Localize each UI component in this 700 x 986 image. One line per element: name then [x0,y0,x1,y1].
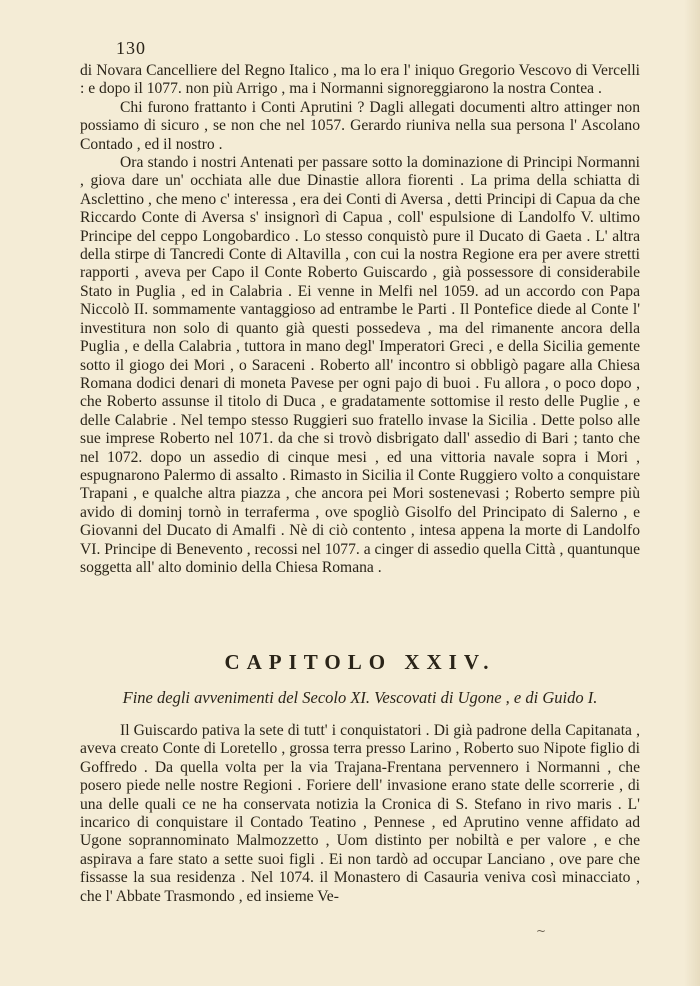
paragraph: Chi furono frattanto i Conti Aprutini ? Dagli allegati documenti altro attinger non possiamo di sicuro , se non che nel 1057. Gerardo riuniva nella sua persona l' Ascolano Contado , ed il nostro . [80,98,640,153]
chapter-heading: CAPITOLO XXIV. [224,650,496,674]
paragraph: Il Guiscardo pativa la sete di tutt' i conquistatori . Di già padrone della Capitanata , aveva creato Conte di Loretello , grossa terra presso Larino , Roberto suo Nipote figlio di Goffredo . Da quella volta per la via Trajana-Frentana pervennero i Normanni , che posero piede nelle nostre Regioni . Foriere dell' invasione erano state delle scorrerie , di una delle quali ce ne ha conservata notizia la Cronica di S. Stefano in rivo maris . L' incarico di conquistare il Contado Teatino , Pennese , ed Aprutino venne affidato ad Ugone soprannominato Malmozzetto , Uom distinto per nobiltà e per valore , e che aspirava a fare stato a sette suoi figli . Ei non tardò ad occupar Lanciano , ove pare che fissasse la sua residenza . Nel 1074. il Monastero di Casauria veniva così minacciato , che l' Abbate Trasmondo , ed insieme Ve- [80,722,640,905]
page-number: 130 [116,38,146,58]
paragraph: di Novara Cancelliere del Regno Italico , ma lo era l' iniquo Gregorio Vescovo di Vercelli : e dopo il 1077. non più Arrigo , ma i Normanni signoreggiarono la nostra Contea . [80,62,640,98]
page-edge-shadow [684,0,700,986]
chapter-subtitle: Fine degli avvenimenti del Secolo XI. Vescovati di Ugone , e di Guido I. [122,688,598,707]
printer-mark: ~ [536,924,547,938]
text-block-bottom [80,722,640,906]
paragraph: Ora stando i nostri Antenati per passare sotto la dominazione di Principi Normanni , giova dare un' occhiata alle due Dinastie allora fiorenti . La prima della schiatta di Asclettino , che meno c' interessa , era dei Conti di Aversa , detti Principi di Capua da che Riccardo Conte di Aversa s' insignorì di Capua , coll' espulsione di Landolfo V. ultimo Principe del ceppo Longobardico . Lo stesso conquistò pure il Ducato di Gaeta . L' altra della stirpe di Tancredi Conte di Altavilla , con cui la nostra Regione era per avere stretti rapporti , aveva per Capo il Conte Roberto Guiscardo , già possessore di considerabile Stato in Puglia , ed in Calabria . Ei venne in Melfi nel 1059. ad un accordo con Papa Niccolò II. sommamente vantaggioso ad entrambe le Parti . Il Pontefice diede al Conte l' investitura non solo di quanto già questi possedeva , ma del rimanente ancora della Puglia , e della Calabria , tuttora in mano degl' Imperatori Greci , e della Sicilia gemente sotto il giogo dei Mori , o Saraceni . Roberto all' incontro si obbligò pagare alla Chiesa Romana dodici denari di moneta Pavese per ogni pajo di buoi . Fu allora , o poco dopo , che Roberto assunse il titolo di Duca , e gradatamente sottomise il resto delle Puglie , e delle Calabrie . Nel tempo stesso Ruggieri suo fratello invase la Sicilia . Dette polso alle sue imprese Roberto nel 1071. da che si trovò disbrigato dall' assedio di Bari ; tanto che nel 1072. dopo un assedio di cinque mesi , ed una vittoria navale sopra i Mori , espugnarono Palermo di assalto . Rimasto in Sicilia il Conte Ruggiero volto a conquistare Trapani , e qualche altra piazza , che ancora pei Mori sostenevasi ; Roberto sempre più avido di dominj tornò in terraferma , ove spogliò Gisolfo del Principato di Salerno , e Giovanni del Ducato di Amalfi . Nè di ciò contento , intesa appena la morte di Landolfo VI. Principe di Benevento , recossi nel 1077. a cinger di assedio quella Città , quantunque soggetta all' alto dominio della Chiesa Romana . [80,154,640,576]
text-block-top [80,62,640,577]
